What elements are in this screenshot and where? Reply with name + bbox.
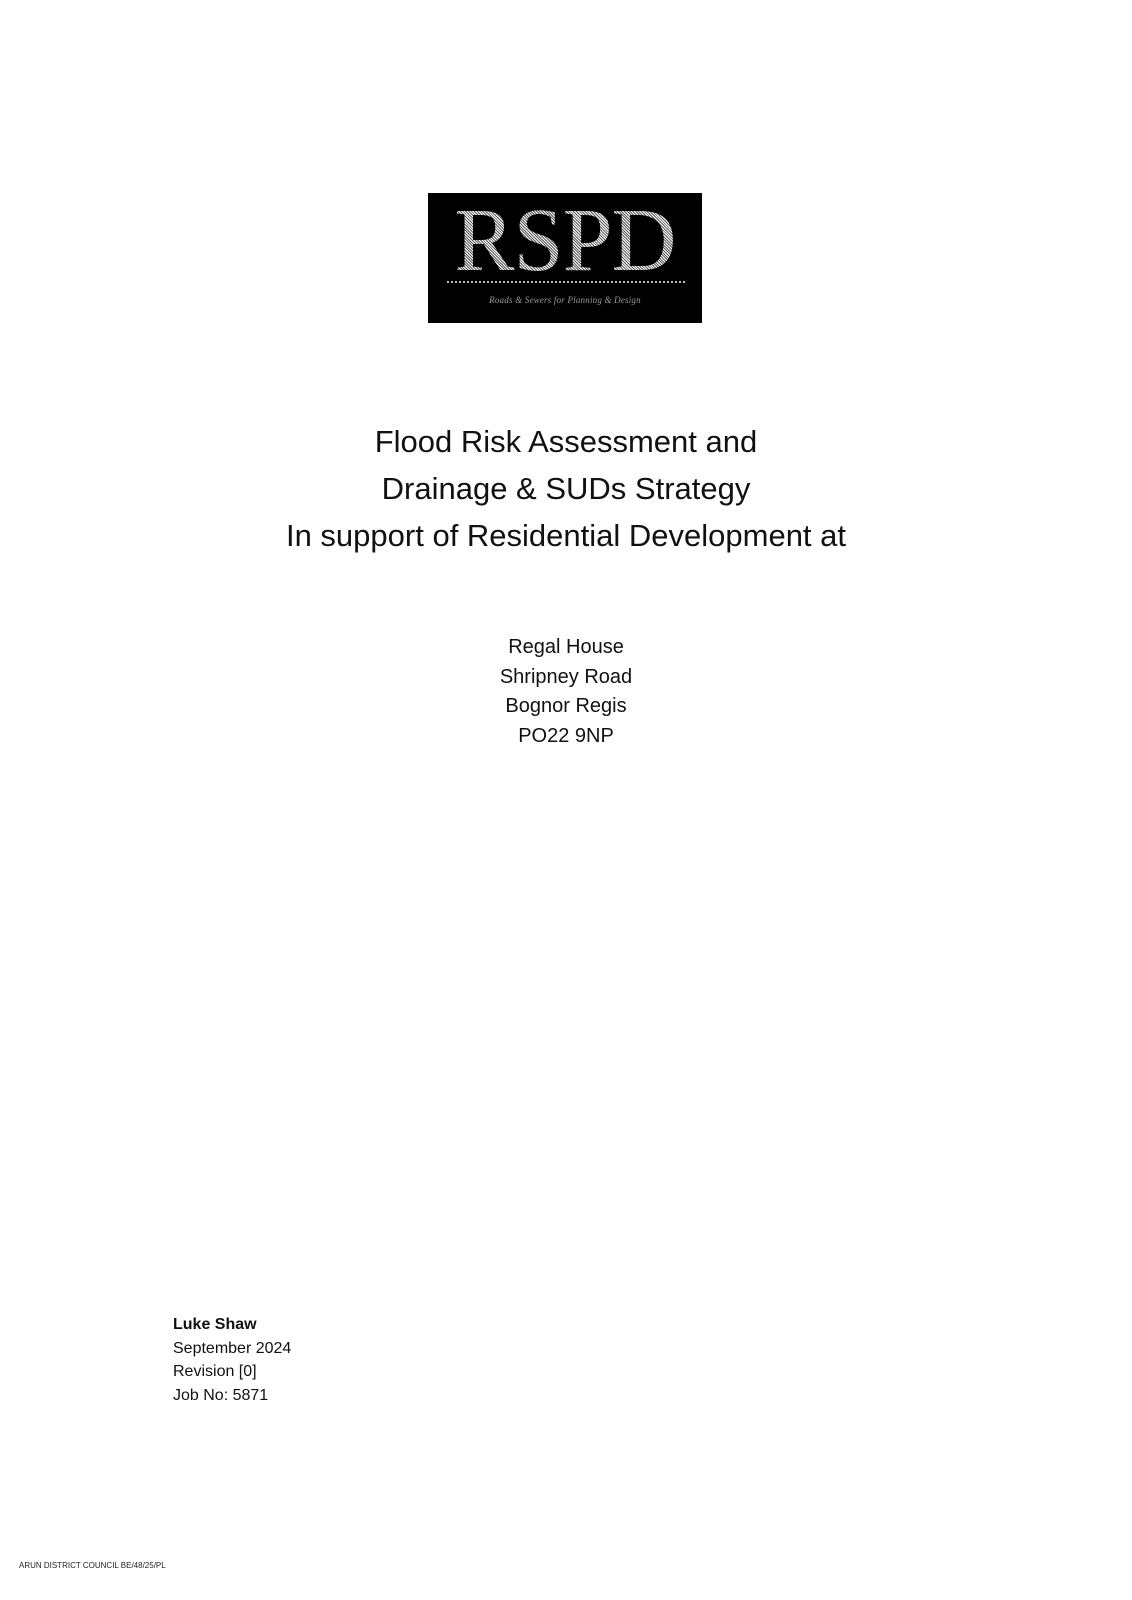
document-title (0, 418, 1132, 559)
title-line: Drainage & SUDs Strategy (381, 471, 751, 506)
author-name: Luke Shaw (173, 1316, 257, 1333)
address-line: Regal House (508, 636, 624, 658)
logo-tagline: Roads & Sewers for Planning & Design (489, 295, 641, 305)
address-line: PO22 9NP (518, 724, 614, 747)
title-line: In support of Residential Development at (285, 518, 847, 553)
address-line: Bognor Regis (505, 695, 627, 717)
logo-wordmark: RSPD (428, 199, 702, 283)
revision-number: Revision [0] (173, 1363, 257, 1380)
address-line: Shripney Road (499, 665, 633, 688)
council-reference: ARUN DISTRICT COUNCIL BE/48/25/PL (19, 1561, 166, 1570)
site-address (0, 633, 1132, 751)
logo-divider (447, 281, 685, 283)
job-number: Job No: 5871 (173, 1386, 269, 1404)
author-block (173, 1313, 573, 1407)
document-date: September 2024 (173, 1339, 292, 1357)
title-line: Flood Risk Assessment and (374, 424, 758, 459)
company-logo (428, 193, 702, 323)
